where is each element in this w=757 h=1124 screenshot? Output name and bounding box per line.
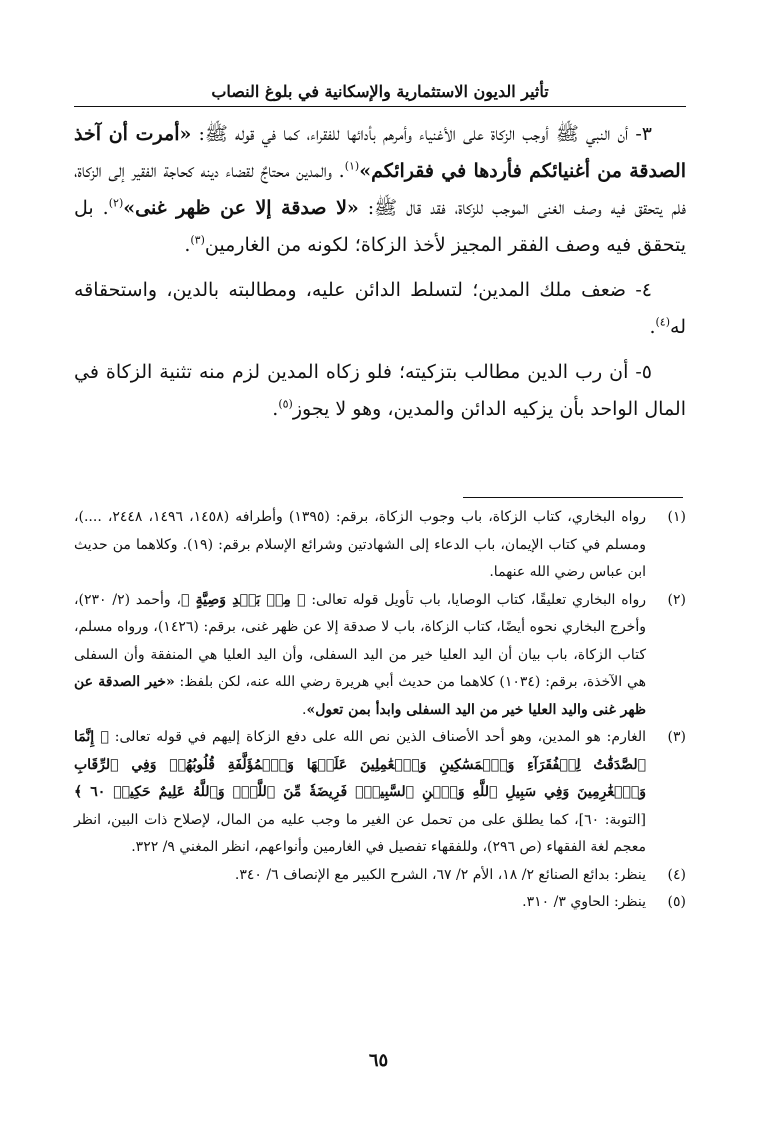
text-run: . bbox=[184, 234, 191, 256]
footnote-5 bbox=[74, 889, 686, 917]
footnote-ref[interactable]: (١) bbox=[344, 159, 360, 173]
paragraph-5 bbox=[74, 354, 686, 428]
footnote-text: الغارم: هو المدين، وهو أحد الأصناف الذين نص الله على دفع الزكاة إليهم في قوله تعالى: bbox=[108, 729, 646, 745]
text-run: ٤- ضعف ملك المدين؛ لتسلط الدائن عليه، ومطالبته بالدين، واستحقاقه له bbox=[74, 279, 686, 338]
footnote-number: (٢) bbox=[667, 591, 686, 608]
text-run: . بل يتحقق فيه وصف الفقر المجيز لأخذ الزكاة؛ لكونه من الغارمين bbox=[74, 197, 686, 256]
footnote-ref[interactable]: (٣) bbox=[190, 233, 205, 247]
text-run: ٣- أن النبي ﷺ أوجب الزكاة على الأغنياء وأمرهم بأدائها للفقراء، كما في قوله ﷺ: bbox=[191, 123, 652, 145]
footnote-ref[interactable]: (٤) bbox=[655, 315, 671, 329]
footnote-rule bbox=[463, 497, 683, 498]
footnote-number: (٥) bbox=[667, 894, 686, 910]
verse-reference: [التوبة: ٦٠] bbox=[578, 811, 646, 828]
footnote-1 bbox=[74, 504, 686, 587]
main-text bbox=[74, 116, 686, 436]
text-run: . bbox=[272, 398, 279, 420]
text-run: ٥- أن رب الدين مطالب بتزكيته؛ فلو زكاه المدين لزم منه تثنية الزكاة في المال الواحد بأن يزكيه الدائن والمدين، وهو لا يجوز bbox=[74, 361, 686, 420]
hadith-quote: «أمرت أن آخذ الصدقة من أغنيائكم فأردها في فقرائكم» bbox=[74, 123, 686, 182]
footnote-text: رواه البخاري تعليقًا، كتاب الوصايا، باب تأويل قوله تعالى: bbox=[305, 591, 646, 608]
footnote-text: رواه البخاري، كتاب الزكاة، باب وجوب الزكاة، برقم: (١٣٩٥) وأطرافه (١٤٥٨، ١٤٩٦، ٢٤٤٨، ....)، ومسلم في كتاب الإيمان، باب الدعاء إلى الشهادتين وشرائع الإسلام برقم: (١٩). وكلاهما من حديث ابن عباس رضي الله عنهما. bbox=[74, 509, 647, 580]
running-header: تأثير الديون الاستثمارية والإسكانية في بلوغ النصاب bbox=[211, 82, 549, 101]
footnote-ref[interactable]: (٥) bbox=[278, 397, 293, 411]
header-rule bbox=[74, 106, 686, 107]
text-run: . والمدين محتاجٌ لقضاء دينه كحاجة الفقير إلى الزكاة، فلم يتحقق فيه وصف الغنى الموجب للزكاة، فقد قال ﷺ: bbox=[74, 160, 686, 219]
footnote-number: (١) bbox=[667, 509, 686, 525]
text-run: . bbox=[649, 316, 656, 338]
quran-verse: ﴿ مِنۢ بَعۡدِ وَصِيَّةٍ ﴾ bbox=[181, 591, 306, 608]
paragraph-4 bbox=[74, 272, 686, 346]
footnote-text: ، وأحمد (٢/ ٢٣٠)، وأخرج البخاري نحوه أيضًا، كتاب الزكاة، باب لا صدقة إلا عن ظهر غنى، برقم: (١٤٢٦)، ورواه مسلم، كتاب الزكاة، باب بيان أن اليد العليا خير من اليد السفلى، وأن اليد العليا هي المنفقة وأن السفلى هي الآخذة، برقم: (١٠٣٤) كلاهما من حديث أبي هريرة رضي الله عنه، لكن بلفظ: bbox=[74, 591, 646, 690]
footnote-number: (٣) bbox=[667, 729, 686, 745]
footnotes bbox=[74, 504, 686, 917]
page-number: ٦٥ bbox=[368, 1050, 389, 1071]
footnote-number: (٤) bbox=[667, 866, 686, 883]
footnote-2 bbox=[74, 587, 686, 725]
quran-verse: ﴿ إِنَّمَا ٱلصَّدَقَٰتُ لِلۡفُقَرَآءِ وَٱلۡمَسَٰكِينِ وَٱلۡعَٰمِلِينَ عَلَيۡهَا وَٱلۡمُؤَلَّفَةِ قُلُوبُهُمۡ وَفِي ٱلرِّقَابِ وَٱلۡغَٰرِمِينَ وَفِي سَبِيلِ ٱللَّهِ وَٱبۡنِ ٱلسَّبِيلِۖ فَرِيضَةٗ مِّنَ ٱللَّهِۗ وَٱللَّهُ عَلِيمٌ حَكِيمٞ ٦٠ ﴾ bbox=[74, 729, 647, 800]
footnote-ref[interactable]: (٢) bbox=[108, 196, 124, 210]
footnote-4 bbox=[74, 862, 686, 890]
footnote-text: ينظر: بدائع الصنائع ٢/ ١٨، الأم ٢/ ٦٧، الشرح الكبير مع الإنصاف ٦/ ٣٤٠. bbox=[234, 866, 646, 883]
footnote-text: . bbox=[301, 701, 307, 718]
hadith-quote: «خير الصدقة عن ظهر غنى واليد العليا خير من اليد السفلى وابدأ بمن تعول» bbox=[74, 674, 646, 718]
footnote-text: ، كما يطلق على من تحمل عن الغير ما وجب عليه من المال، لإصلاح ذات البين، انظر معجم لغة الفقهاء (ص ٢٩٦)، وللفقهاء تفصيل في الغارمين وأنواعهم، انظر المغني ٩/ ٣٢٢. bbox=[74, 811, 646, 855]
footnote-text: ينظر: الحاوي ٣/ ٣١٠. bbox=[522, 894, 646, 910]
hadith-quote: «لا صدقة إلا عن ظهر غنى» bbox=[123, 197, 359, 219]
paragraph-3 bbox=[74, 116, 686, 264]
footnote-3 bbox=[74, 724, 686, 862]
